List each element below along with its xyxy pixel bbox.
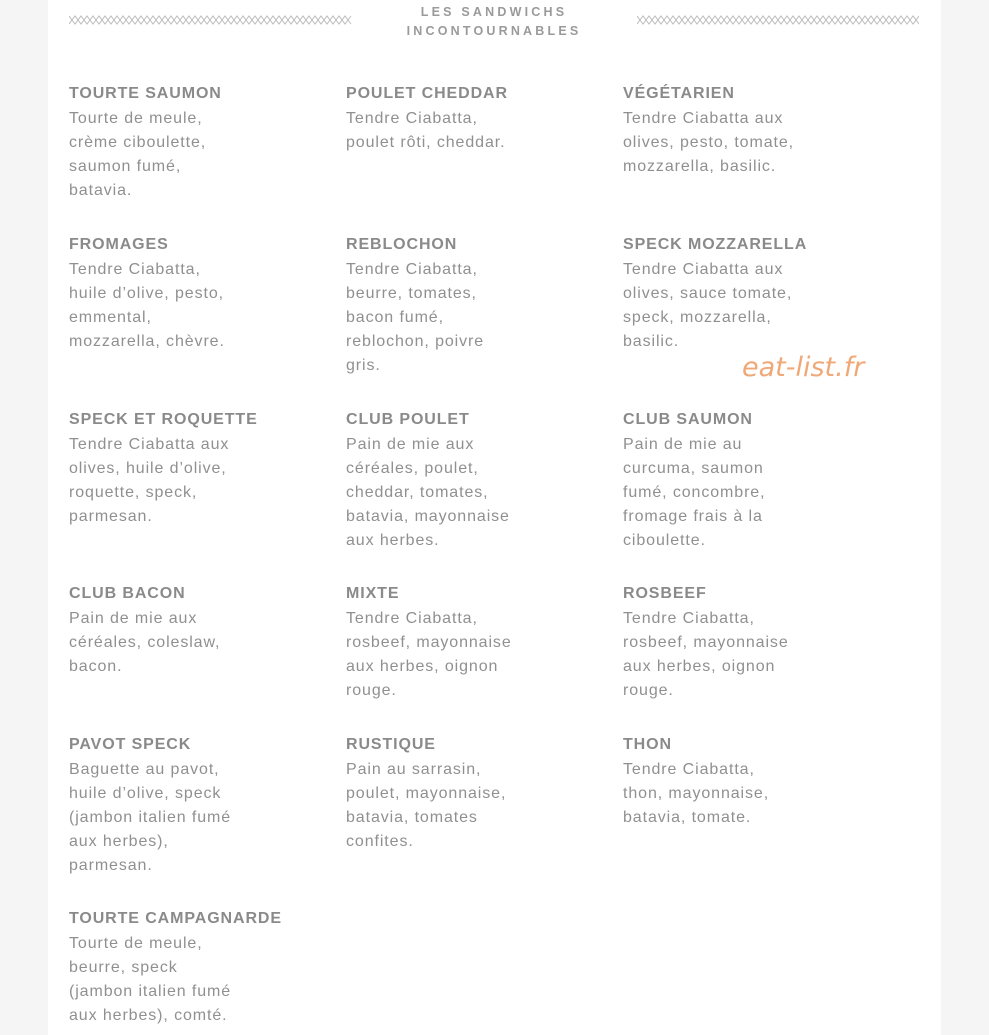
menu-item-description-line: bacon. <box>69 658 123 675</box>
menu-item-description-line: rosbeef, mayonnaise <box>346 634 512 651</box>
menu-item-name: RUSTIQUE <box>346 736 436 753</box>
menu-item-description-line: rouge. <box>346 682 397 699</box>
menu-item <box>69 583 339 679</box>
menu-item-description-line: Tendre Ciabatta, <box>69 261 201 278</box>
menu-item-name: SPECK ET ROQUETTE <box>69 411 258 428</box>
menu-item-description-line: Tendre Ciabatta aux <box>623 261 784 278</box>
menu-item <box>69 83 339 203</box>
menu-item-description <box>69 932 339 1028</box>
menu-item-description-line: Tendre Ciabatta aux <box>623 110 784 127</box>
menu-item-description <box>69 758 339 878</box>
menu-item-description-line: thon, mayonnaise, <box>623 785 770 802</box>
menu-item-name: SPECK MOZZARELLA <box>623 236 808 253</box>
menu-item-description-line: parmesan. <box>69 508 153 525</box>
menu-item-description <box>69 607 339 679</box>
menu-item-description-line: mozzarella, basilic. <box>623 158 777 175</box>
menu-item-name: TOURTE CAMPAGNARDE <box>69 910 282 927</box>
menu-item-description-line: mozzarella, chèvre. <box>69 333 225 350</box>
menu-item-description <box>346 607 616 703</box>
menu-item-name: CLUB POULET <box>346 411 470 428</box>
menu-item-description-line: aux herbes), comté. <box>69 1007 228 1024</box>
menu-item-description-line: batavia. <box>69 182 133 199</box>
menu-item-description-line: Tendre Ciabatta, <box>346 110 478 127</box>
menu-item <box>346 409 616 553</box>
menu-item-description-line: Tendre Ciabatta, <box>623 610 755 627</box>
menu-item-description-line: ciboulette. <box>623 532 706 549</box>
menu-item-description <box>69 433 339 529</box>
menu-item-name: POULET CHEDDAR <box>346 85 508 102</box>
menu-item-name: TOURTE SAUMON <box>69 85 222 102</box>
menu-item-description-line: céréales, coleslaw, <box>69 634 221 651</box>
menu-item-description-line: bacon fumé, <box>346 309 444 326</box>
menu-item-description <box>346 258 616 378</box>
menu-item-description-line: confites. <box>346 833 414 850</box>
menu-item-description <box>623 433 893 553</box>
menu-item-name: CLUB BACON <box>69 585 186 602</box>
decorative-zigzag-right <box>637 14 919 26</box>
menu-item-description-line: batavia, mayonnaise <box>346 508 510 525</box>
menu-item-description-line: Baguette au pavot, <box>69 761 220 778</box>
menu-item-name: THON <box>623 736 672 753</box>
section-header <box>48 0 941 44</box>
menu-item-description-line: Tendre Ciabatta, <box>623 761 755 778</box>
menu-item-description <box>346 433 616 553</box>
menu-item-description-line: Pain de mie au <box>623 436 743 453</box>
menu-item-description-line: poulet rôti, cheddar. <box>346 134 506 151</box>
menu-item <box>623 734 893 830</box>
menu-item-description-line: Tourte de meule, <box>69 110 203 127</box>
menu-item <box>623 409 893 553</box>
menu-item <box>346 234 616 378</box>
menu-item-description-line: basilic. <box>623 333 680 350</box>
menu-item-description-line: parmesan. <box>69 857 153 874</box>
menu-item-name: CLUB SAUMON <box>623 411 753 428</box>
menu-item-description-line: Tourte de meule, <box>69 935 203 952</box>
menu-item-description-line: olives, huile d’olive, <box>69 460 227 477</box>
menu-item-description-line: rosbeef, mayonnaise <box>623 634 789 651</box>
menu-item-description-line: beurre, tomates, <box>346 285 477 302</box>
menu-page <box>48 0 941 1035</box>
menu-item <box>69 234 339 354</box>
menu-item-description-line: speck, mozzarella, <box>623 309 772 326</box>
menu-item-description-line: (jambon italien fumé <box>69 983 232 1000</box>
menu-item <box>623 583 893 703</box>
menu-item-description-line: aux herbes, oignon <box>346 658 499 675</box>
menu-item-name: REBLOCHON <box>346 236 458 253</box>
menu-item-description-line: emmental, <box>69 309 152 326</box>
menu-item-description-line: Pain au sarrasin, <box>346 761 482 778</box>
menu-item-description-line: fromage frais à la <box>623 508 763 525</box>
menu-item-description-line: curcuma, saumon <box>623 460 764 477</box>
menu-item-description-line: (jambon italien fumé <box>69 809 232 826</box>
menu-item <box>346 83 616 155</box>
menu-item-description-line: olives, pesto, tomate, <box>623 134 794 151</box>
section-title-line1: LES SANDWICHS <box>420 5 568 19</box>
menu-item-description-line: Tendre Ciabatta aux <box>69 436 230 453</box>
menu-item-description-line: céréales, poulet, <box>346 460 479 477</box>
menu-item-name: PAVOT SPECK <box>69 736 192 753</box>
menu-item <box>623 83 893 179</box>
menu-item-description-line: olives, sauce tomate, <box>623 285 793 302</box>
menu-item-name: MIXTE <box>346 585 400 602</box>
menu-item <box>69 409 339 529</box>
menu-item-description <box>346 107 616 155</box>
menu-item-description-line: batavia, tomates <box>346 809 478 826</box>
menu-item-description-line: Pain de mie aux <box>69 610 198 627</box>
menu-item-description-line: crème ciboulette, <box>69 134 207 151</box>
menu-item <box>69 734 339 878</box>
menu-item-name: FROMAGES <box>69 236 169 253</box>
menu-item-description-line: cheddar, tomates, <box>346 484 489 501</box>
menu-item-description-line: Pain de mie aux <box>346 436 475 453</box>
menu-item-description-line: Tendre Ciabatta, <box>346 610 478 627</box>
section-title-line2: INCONTOURNABLES <box>406 24 582 38</box>
menu-item-description-line: aux herbes, oignon <box>623 658 776 675</box>
menu-item-description-line: reblochon, poivre <box>346 333 485 350</box>
menu-item-description-line: batavia, tomate. <box>623 809 752 826</box>
menu-item-description <box>623 107 893 179</box>
menu-item-name: VÉGÉTARIEN <box>623 85 735 102</box>
menu-item-description-line: huile d’olive, pesto, <box>69 285 224 302</box>
menu-item-description <box>346 758 616 854</box>
menu-item-description-line: rouge. <box>623 682 674 699</box>
menu-item <box>346 583 616 703</box>
menu-item <box>69 908 339 1028</box>
watermark: eat-list.fr <box>742 352 865 383</box>
menu-item-description-line: fumé, concombre, <box>623 484 766 501</box>
menu-item-description-line: roquette, speck, <box>69 484 198 501</box>
menu-item-description-line: aux herbes. <box>346 532 440 549</box>
decorative-zigzag-left <box>69 14 352 26</box>
menu-item-name: ROSBEEF <box>623 585 707 602</box>
menu-item-description <box>623 607 893 703</box>
menu-item-description-line: saumon fumé, <box>69 158 182 175</box>
menu-item-description-line: Tendre Ciabatta, <box>346 261 478 278</box>
menu-item-description-line: poulet, mayonnaise, <box>346 785 507 802</box>
menu-item-description-line: beurre, speck <box>69 959 178 976</box>
menu-item <box>346 734 616 854</box>
menu-item-description <box>623 758 893 830</box>
menu-item-description-line: huile d’olive, speck <box>69 785 222 802</box>
menu-item-description-line: gris. <box>346 357 381 374</box>
section-title <box>378 3 610 41</box>
menu-item-description <box>623 258 893 354</box>
menu-item-description <box>69 258 339 354</box>
menu-item-description <box>69 107 339 203</box>
menu-item-description-line: aux herbes), <box>69 833 169 850</box>
menu-item <box>623 234 893 354</box>
